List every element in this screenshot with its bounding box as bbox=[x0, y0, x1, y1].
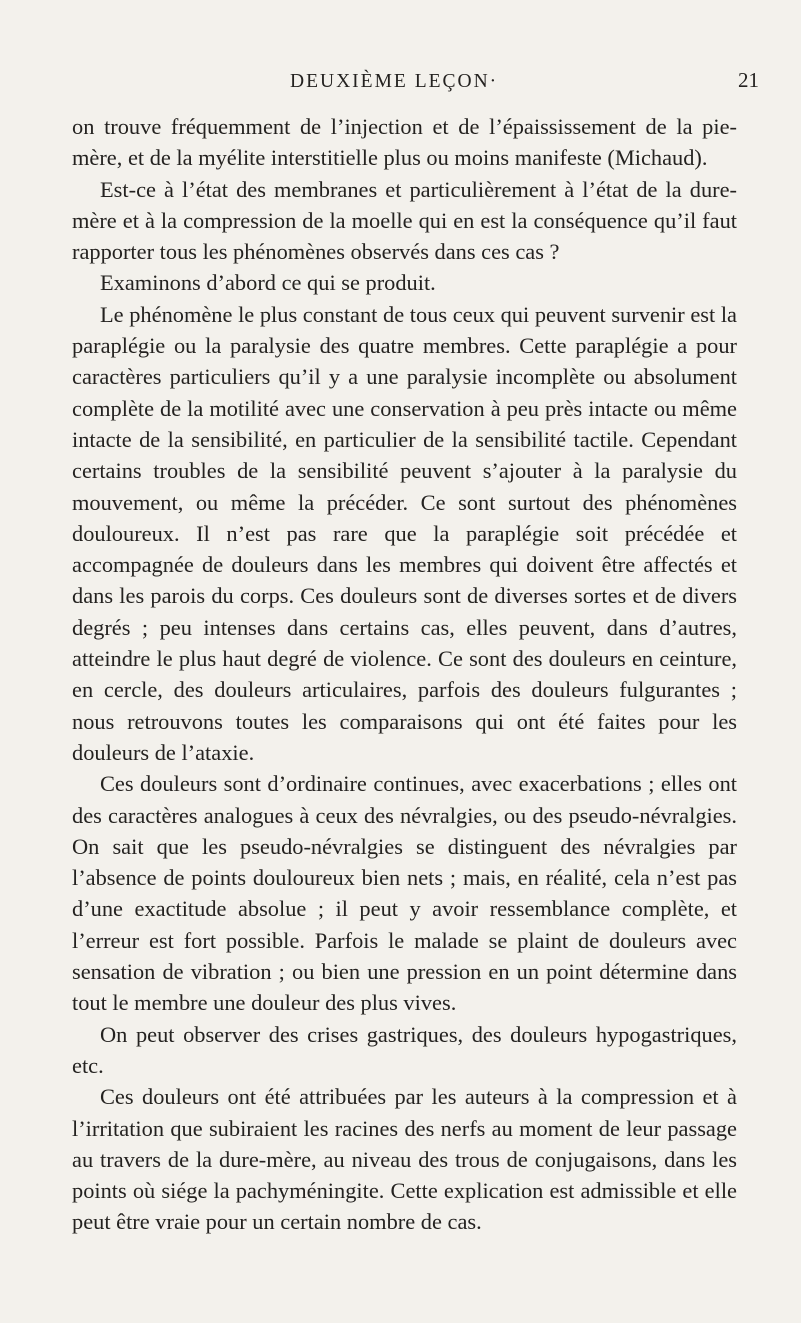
chapter-title: DEUXIÈME LEÇON· bbox=[290, 71, 499, 92]
paragraph: Ces douleurs ont été attribuées par les auteurs à la compression et à l’irritation que subiraient les racines des nerfs au moment de leur passage au travers de la dure-mère, au niveau des trous de conjugaisons, dans les points où siége la pachyméningite. Cette explication est admissible et elle peut être vraie pour un certain nombre de cas. bbox=[72, 1084, 737, 1235]
paragraph-continuation: on trouve fréquemment de l’injection et de l’épaississement de la pie-mère, et de la myélite interstitielle plus ou moins manifeste (Michaud). bbox=[72, 114, 737, 171]
body-text bbox=[72, 111, 737, 1238]
running-head bbox=[0, 70, 801, 94]
paragraph: Examinons d’abord ce qui se produit. bbox=[100, 270, 436, 296]
paragraph: Ces douleurs sont d’ordinaire continues, avec exacerbations ; elles ont des caractères analogues à ceux des névralgies, ou des pseudo-névralgies. On sait que les pseudo-névralgies se distinguent des névralgies par l’absence de points douloureux bien nets ; mais, en réalité, cela n’est pas d’une exactitude absolue ; il peut y avoir ressemblance complète, et l’erreur est fort possible. Parfois le malade se plaint de douleurs avec sensation de vibration ; ou bien une pression en un point détermine dans tout le membre une douleur des plus vives. bbox=[72, 771, 737, 1016]
page-number: 21 bbox=[738, 68, 759, 92]
paragraph: On peut observer des crises gastriques, des douleurs hypogastriques, etc. bbox=[72, 1021, 737, 1078]
paragraph: Est-ce à l’état des membranes et particulièrement à l’état de la dure-mère et à la compression de la moelle qui en est la conséquence qu’il faut rapporter tous les phénomènes observés dans ces cas ? bbox=[72, 176, 737, 265]
paragraph: Le phénomène le plus constant de tous ceux qui peuvent survenir est la paraplégie ou la paralysie des quatre membres. Cette paraplégie a pour caractères particuliers qu’il y a une paralysie incomplète ou absolument complète de la motilité avec une conservation à peu près intacte ou même intacte de la sensibilité, en particulier de la sensibilité tactile. Cependant certains troubles de la sensibilité peuvent s’ajouter à la paralysie du mouvement, ou même la précéder. Ce sont surtout des phénomènes douloureux. Il n’est pas rare que la paraplégie soit précédée et accompagnée de douleurs dans les membres qui doivent être affectés et dans les parois du corps. Ces douleurs sont de diverses sortes et de divers degrés ; peu intenses dans certains cas, elles peuvent, dans d’autres, atteindre le plus haut degré de violence. Ce sont des douleurs en ceinture, en cercle, des douleurs articulaires, parfois des douleurs fulgurantes ; nous retrouvons toutes les comparaisons qui ont été faites pour les douleurs de l’ataxie. bbox=[72, 301, 737, 765]
